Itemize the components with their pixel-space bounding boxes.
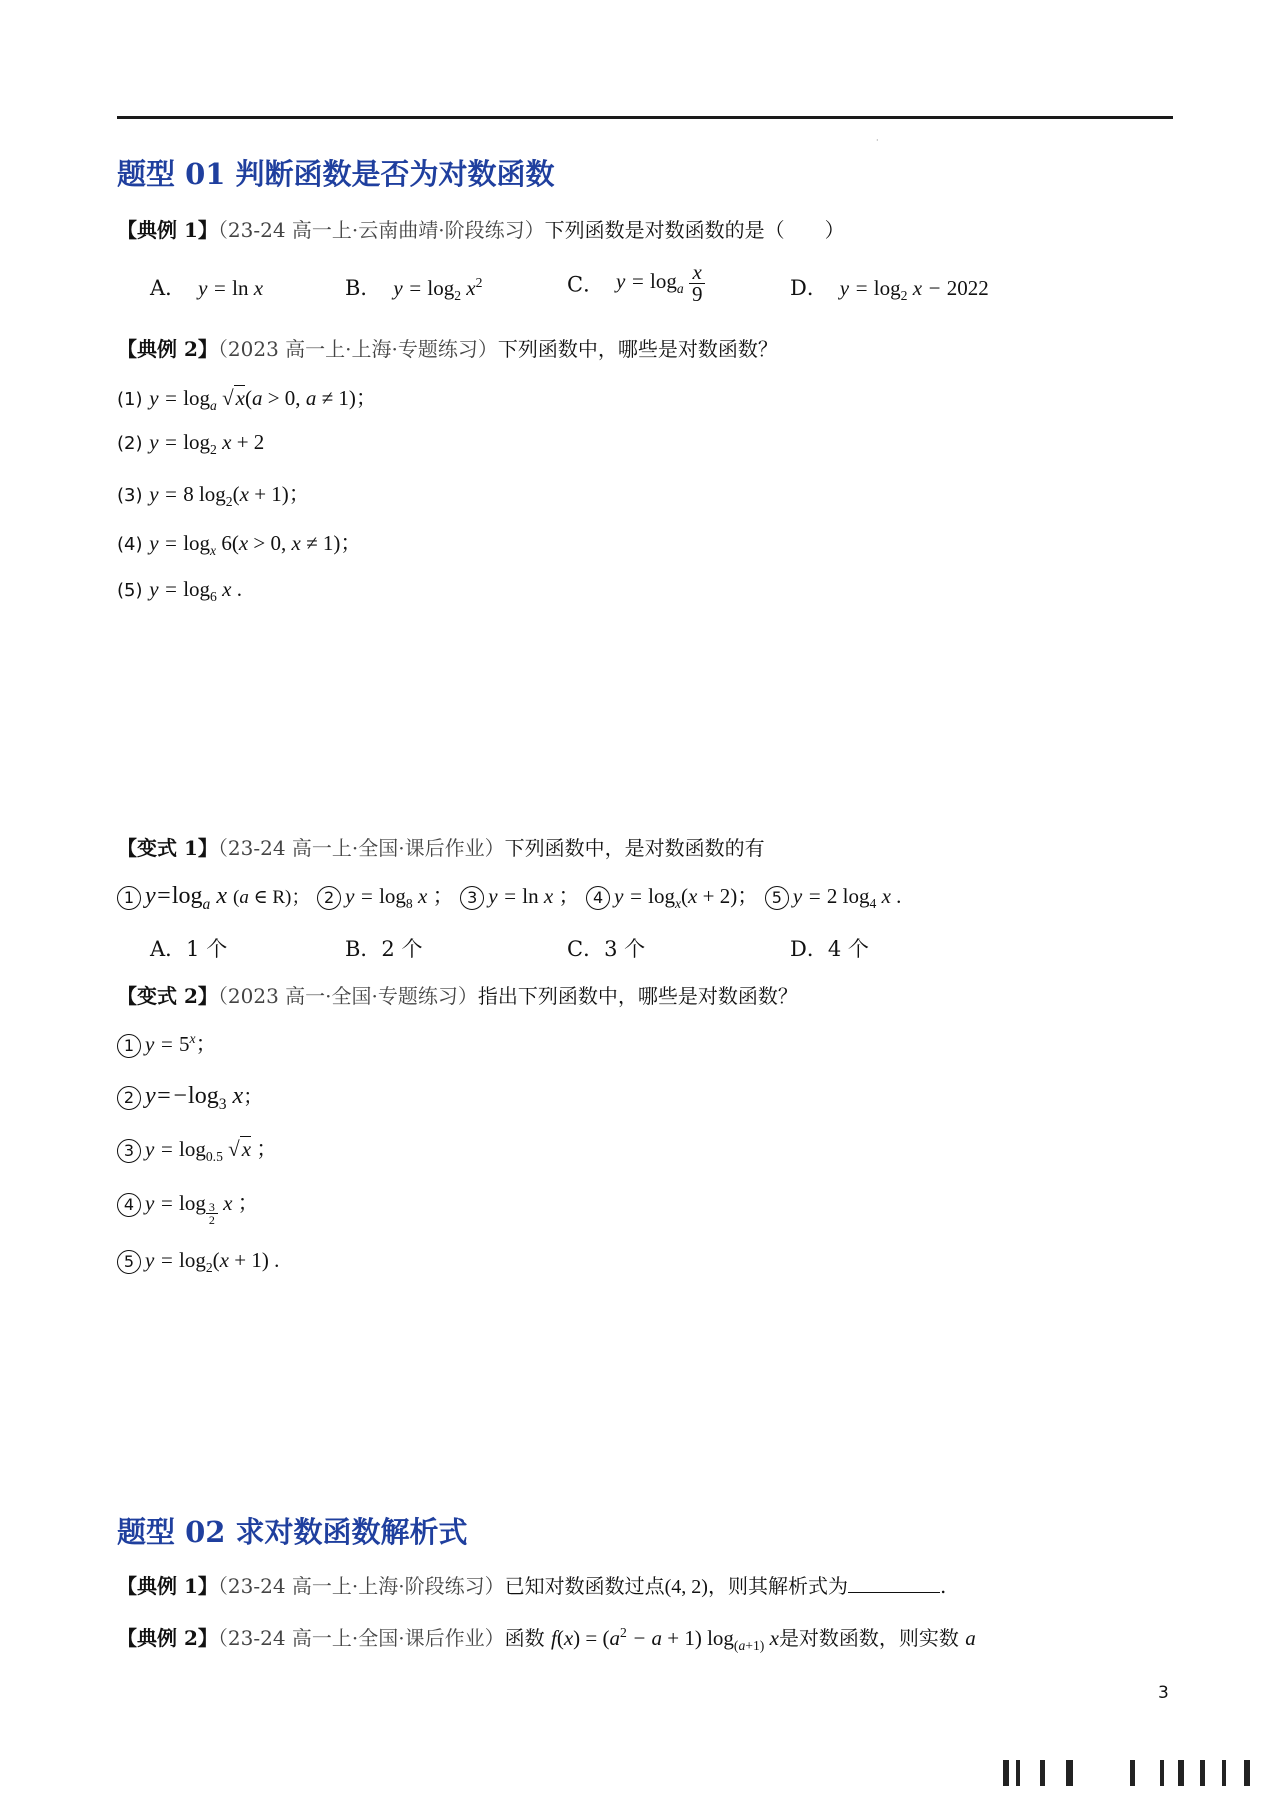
answer-blank — [848, 1574, 940, 1593]
item-4: (4) $y = \log_x 6(x > 0$, x ≠ 1)； — [117, 531, 362, 559]
variant-1-option-b: B．2 个 — [345, 937, 423, 961]
variant-2-prompt: 【变式 2】（2023 高一·全国·专题练习）指出下列函数中，哪些是对数函数？ — [117, 984, 798, 1008]
option-a: A． y = ln x — [150, 276, 264, 300]
item-2: (2) $y = \log_2 x + 2$ — [117, 430, 265, 458]
variant-2-item-3: 3 $y = \log_{0.5} √x$ ； — [117, 1133, 277, 1165]
variant-2-item-2: 2 $y=-\log_3$ x； — [117, 1080, 263, 1114]
header-rule — [117, 116, 1173, 119]
circled-number: 2 — [317, 886, 341, 910]
page-number: 3 — [1158, 1683, 1169, 1703]
variant-1-option-a: A．1 个 — [150, 937, 228, 961]
watermark-bar — [1003, 1760, 1009, 1786]
watermark-bar — [1200, 1760, 1205, 1786]
example-tag: 【典例 1】 — [117, 218, 218, 242]
variant-1-prompt: 【变式 1】（23-24 高一上·全国·课后作业）下列函数中，是对数函数的有 — [117, 836, 765, 860]
section-heading-01: 题型 01 判断函数是否为对数函数 — [117, 157, 555, 191]
circled-number: 1 — [117, 886, 141, 910]
item-1: (1) $y = \log_a √x(a > 0$, a ≠ 1)； — [117, 386, 377, 414]
item-3: (3) y = 8 $\log_2(x + 1)$； — [117, 482, 310, 510]
example-question: 下列函数是对数函数的是（ ） — [544, 218, 845, 242]
watermark-bar — [1066, 1760, 1073, 1786]
formula: $y = \log_2 x^2$ — [388, 275, 483, 304]
watermark-bar — [1016, 1760, 1020, 1786]
formula: $y = \log_2 x - 2022$ — [834, 276, 989, 304]
example-2-prompt: 【典例 2】（2023 高一上·上海·专题练习）下列函数中，哪些是对数函数？ — [117, 337, 778, 361]
example-1-prompt — [117, 214, 845, 243]
option-d: D． $y = \log_2 x - 2022$ — [790, 276, 989, 304]
variant-1-option-d: D．4 个 — [790, 937, 869, 961]
watermark-bar — [1222, 1760, 1226, 1786]
stray-mark: · — [876, 136, 879, 145]
example-source: （23-24 高一上·云南曲靖·阶段练习） — [217, 218, 545, 242]
variant-2-item-5: 5 $y = \log_2(x + 1)$ . — [117, 1248, 279, 1276]
type2-example-2-prompt: 【典例 2】（23-24 高一上·全国·课后作业）函数 $f(x) = (a^2 - a + 1)$ $\log_{(a+1)} x$是对数函数，则实数 a — [117, 1625, 976, 1654]
option-c: C． $y = \log_a$ $\frac{x}{9}$ — [567, 262, 705, 305]
watermark-bar — [1130, 1760, 1135, 1786]
variant-1-option-c: C．3 个 — [567, 937, 646, 961]
circled-number: 4 — [586, 886, 610, 910]
watermark-bar — [1178, 1760, 1184, 1786]
circled-number: 5 — [765, 886, 789, 910]
item-5: (5) $y = \log_6 x$ . — [117, 577, 242, 605]
watermark-bar — [1244, 1760, 1250, 1786]
watermark-bar — [1160, 1760, 1164, 1786]
formula: y = ln x — [192, 276, 264, 300]
variant-1-list: 1 $y=\log_a$ x (a ∈ R)； 2 $y = \log_8 x$ ； 3 y = ln x ； 4 $y = \log_x(x + 2)$； 5 y = 2 $\log_4 x$ . — [117, 880, 901, 914]
type2-example-1-prompt: 【典例 1】（23-24 高一上·上海·阶段练习）已知对数函数过点(4, 2)，则其解析式为 . — [117, 1574, 947, 1598]
option-b: B． $y = \log_2 x^2$ — [345, 275, 483, 304]
watermark-bar — [1040, 1760, 1045, 1786]
section-heading-02: 题型 02 求对数函数解析式 — [117, 1515, 468, 1549]
variant-2-item-4: 4 y = log $\frac{3}{2}$ x ； — [117, 1187, 259, 1226]
formula: $y = \log_a$ $\frac{x}{9}$ — [611, 269, 706, 293]
variant-2-item-1: 1 $y = 5^x$； — [117, 1028, 217, 1058]
circled-number: 3 — [460, 886, 484, 910]
